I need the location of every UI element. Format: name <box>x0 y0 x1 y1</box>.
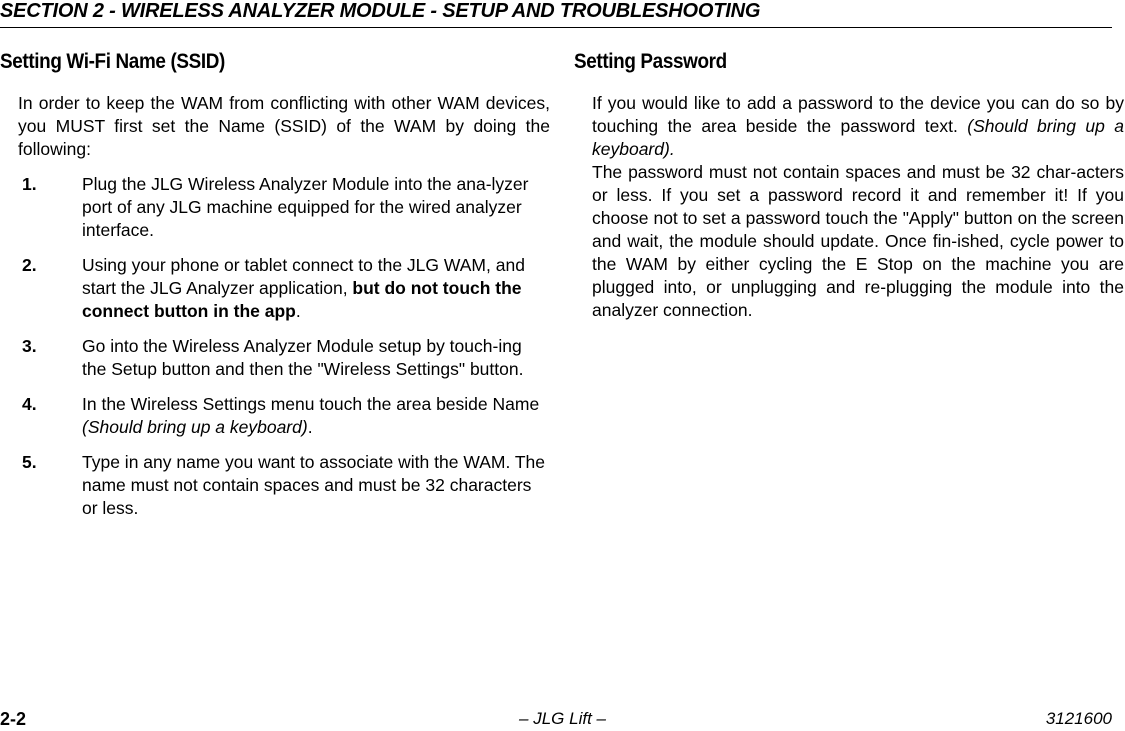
step-text-part: In the Wireless Settings menu touch the area beside Name <box>82 394 540 414</box>
step-text: Plug the JLG Wireless Analyzer Module into the ana-lyzer port of any JLG machine equipped for the wired analyzer interface. <box>82 174 529 240</box>
left-column <box>0 48 550 532</box>
step-number: 2. <box>22 255 37 275</box>
step-bold-warning: but do not touch the connect button in the app <box>82 278 522 321</box>
step-text: Go into the Wireless Analyzer Module setup by touch-ing the Setup button and then the "Wireless Settings" button. <box>82 336 524 379</box>
step-text: Type in any name you want to associate with the WAM. The name must not contain spaces and must be 32 characters or less. <box>82 452 546 518</box>
page-footer <box>0 708 1112 730</box>
footer-center-text: – JLG Lift – <box>519 709 606 728</box>
password-paragraph-2: The password must not contain spaces and must be 32 char-acters or less. If you set a password record it and remember it! If you choose not to set a password touch the "Apply" button on the screen and wait, the module should update. Once fin-ished, cycle power to the WAM by either cycling the E Stop on the machine you are plugged into, or unplugging and re-plugging the module into the analyzer connection. <box>592 162 1124 320</box>
step-number: 4. <box>22 394 37 414</box>
step-italic-note: (Should bring up a keyboard) <box>82 417 308 437</box>
step-text-part: . <box>295 301 301 321</box>
password-italic-note: (Should bring up a keyboard). <box>592 116 1124 159</box>
step-item <box>0 254 550 323</box>
right-column <box>574 48 1124 322</box>
step-text-part: . <box>307 417 313 437</box>
password-paragraph-1 <box>592 92 1124 161</box>
ssid-steps-list <box>0 173 550 520</box>
step-text-part: Using your phone or tablet connect to the JLG WAM, and start the JLG Analyzer application, <box>82 255 525 298</box>
step-item <box>0 393 550 439</box>
ssid-intro-paragraph: In order to keep the WAM from conflicting with other WAM devices, you MUST first set the Name (SSID) of the WAM by doing the following: <box>18 93 550 159</box>
step-item <box>0 451 550 520</box>
document-number: 3121600 <box>1045 709 1112 728</box>
page-number: 2-2 <box>0 709 27 729</box>
step-item <box>0 335 550 381</box>
header-divider <box>0 27 1112 28</box>
step-text <box>82 393 548 439</box>
password-section-heading: Setting Password <box>574 50 727 73</box>
step-text <box>82 254 548 323</box>
password-text: If you would like to add a password to the device you can do so by touching the area beside the password text. <box>592 93 1124 136</box>
step-number: 5. <box>22 452 37 472</box>
step-number: 3. <box>22 336 37 356</box>
step-number: 1. <box>22 174 37 194</box>
section-header: SECTION 2 - WIRELESS ANALYZER MODULE - SETUP AND TROUBLESHOOTING <box>0 0 761 22</box>
ssid-section-heading: Setting Wi-Fi Name (SSID) <box>0 50 225 73</box>
step-item <box>0 173 550 242</box>
